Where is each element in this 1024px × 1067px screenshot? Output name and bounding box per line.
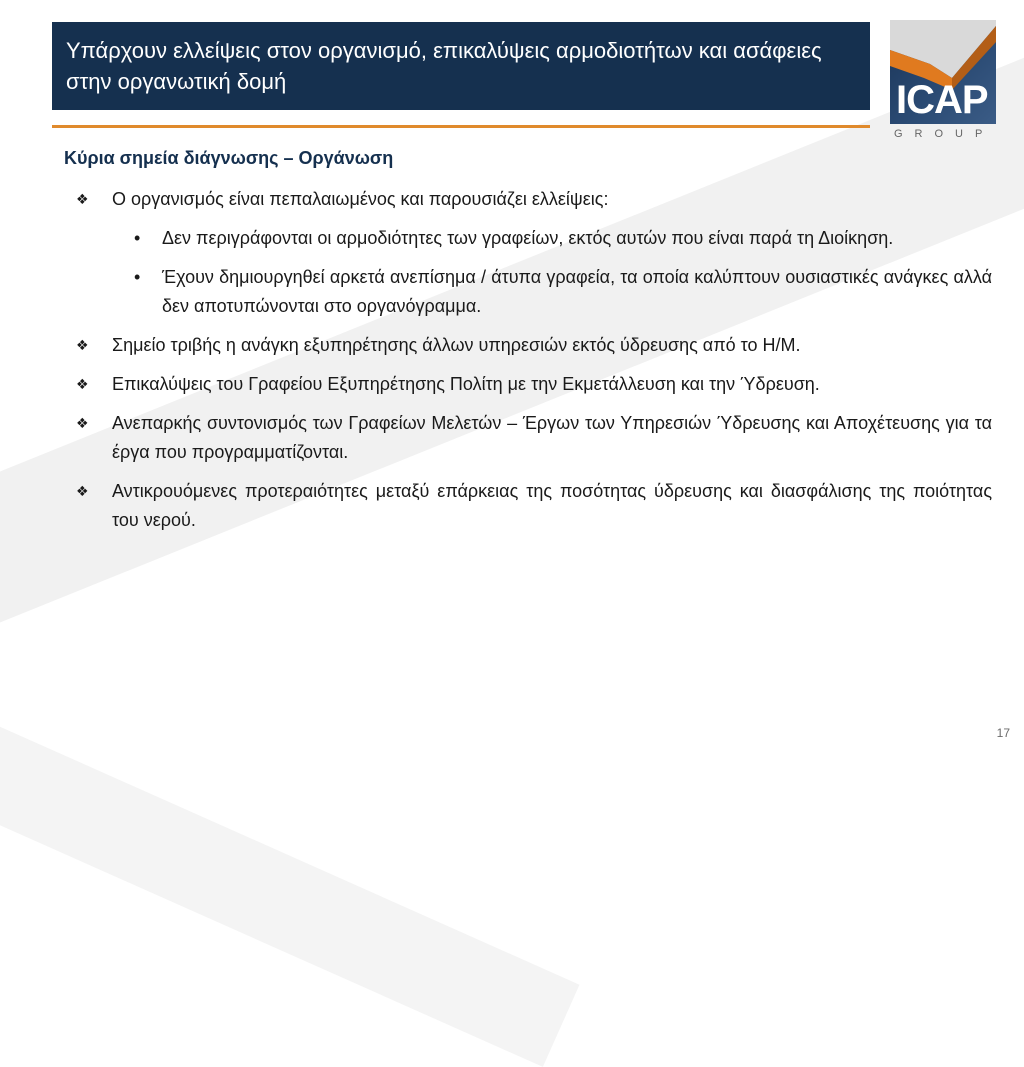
diamond-bullet-icon: ❖ <box>76 483 89 499</box>
slide-title: Υπάρχουν ελλείψεις στον οργανισμό, επικαλύψεις αρμοδιοτήτων και ασάφειες στην οργανωτική δομή <box>66 38 822 94</box>
diamond-bullet-icon: ❖ <box>76 337 89 353</box>
list-item-text: Σημείο τριβής η ανάγκη εξυπηρέτησης άλλων υπηρεσιών εκτός ύδρευσης από το Η/Μ. <box>112 335 801 355</box>
sub-list-item <box>76 263 992 321</box>
diamond-bullet-icon: ❖ <box>76 415 89 431</box>
title-bar <box>52 22 870 110</box>
list-item <box>76 409 992 467</box>
logo-emblem <box>890 20 996 124</box>
list-item <box>76 477 992 535</box>
list-item-text: Ο οργανισμός είναι πεπαλαιωμένος και παρουσιάζει ελλείψεις: <box>112 189 609 209</box>
list-item <box>76 331 992 360</box>
bullet-dot-icon: • <box>134 267 141 287</box>
list-item-text: Επικαλύψεις του Γραφείου Εξυπηρέτησης Πολίτη με την Εκμετάλλευση και την Ύδρευση. <box>112 374 820 394</box>
logo-wordmark: ICAP <box>896 78 988 122</box>
bullet-list <box>76 185 992 545</box>
sub-list-item <box>76 224 992 253</box>
section-subtitle: Κύρια σημεία διάγνωσης – Οργάνωση <box>64 148 394 168</box>
sub-list-item-text: Δεν περιγράφονται οι αρμοδιότητες των γραφείων, εκτός αυτών που είναι παρά τη Διοίκηση. <box>162 228 894 248</box>
list-item-text: Αντικρουόμενες προτεραιότητες μεταξύ επάρκειας της ποσότητας ύδρευσης και διασφάλισης της ποιότητας του νερού. <box>112 481 992 530</box>
list-item <box>76 185 992 214</box>
diamond-bullet-icon: ❖ <box>76 376 89 392</box>
company-logo <box>890 20 996 142</box>
sub-list-item-text: Έχουν δημιουργηθεί αρκετά ανεπίσημα / άτυπα γραφεία, τα οποία καλύπτουν ουσιαστικές ανάγκες αλλά δεν αποτυπώνονται στο οργανόγραμμα. <box>162 267 992 316</box>
page-number: 17 <box>996 726 1010 740</box>
title-divider <box>52 125 870 128</box>
bullet-dot-icon: • <box>134 228 141 248</box>
background-stripe-lower <box>0 700 579 1067</box>
logo-group-text: GROUP <box>894 128 995 140</box>
list-item-text: Ανεπαρκής συντονισμός των Γραφείων Μελετών – Έργων των Υπηρεσιών Ύδρευσης και Αποχέτευσης για τα έργα που προγραμματίζονται. <box>112 413 992 462</box>
diamond-bullet-icon: ❖ <box>76 191 89 207</box>
list-item <box>76 370 992 399</box>
